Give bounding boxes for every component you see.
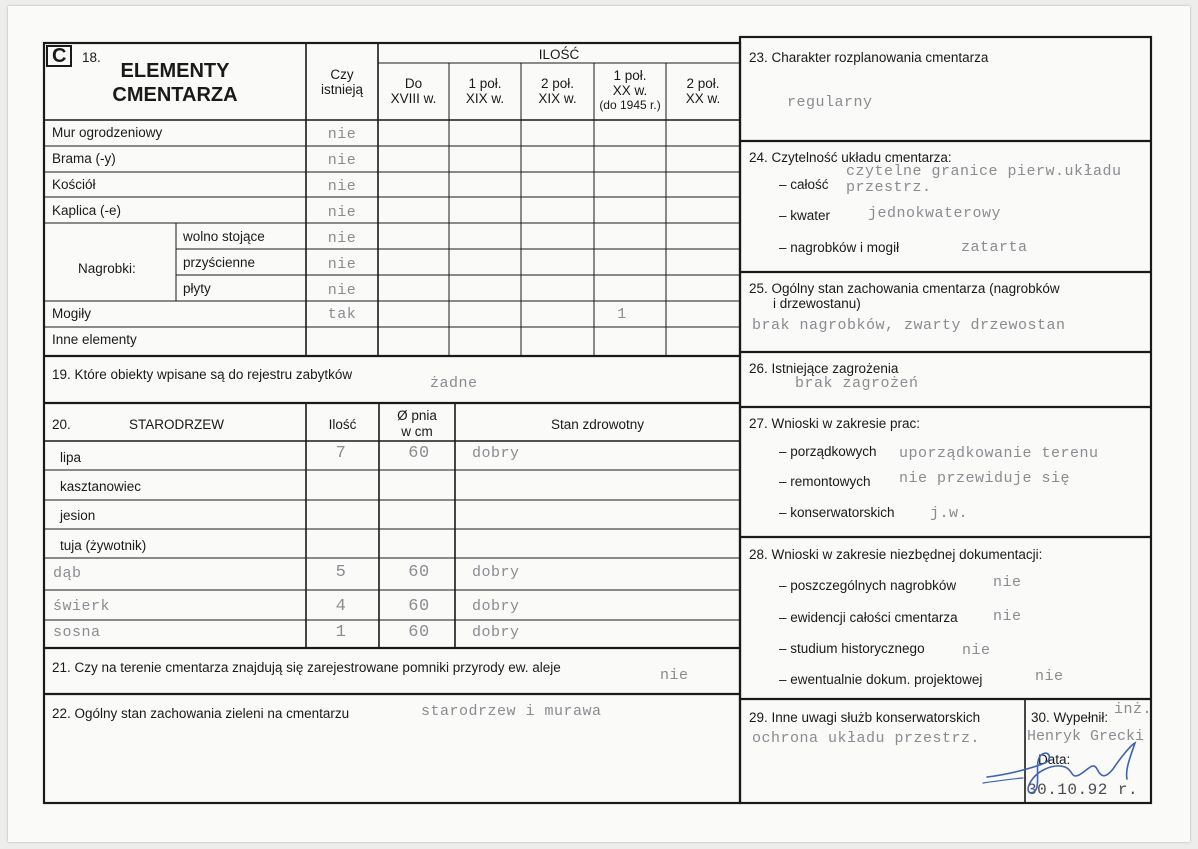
s27-item-label: – remontowych <box>779 474 871 489</box>
s27-item-value: uporządkowanie terenu <box>899 445 1099 462</box>
s26-label: 26. Istniejące zagrożenia <box>749 361 899 376</box>
tree-diam: 60 <box>408 623 430 642</box>
tree-name-typed: dąb <box>53 565 82 582</box>
exist-value: nie <box>327 152 357 169</box>
exist-value: nie <box>327 230 357 247</box>
s19-label: 19. Które obiekty wpisane są do rejestru zabytków <box>52 367 353 382</box>
tree-name: lipa <box>60 450 82 465</box>
s28-item-value: nie <box>962 642 991 659</box>
s28-item-value: nie <box>1035 668 1064 685</box>
col-1xix-2: XIX w. <box>465 91 505 106</box>
col-1xx-3: (do 1945 r.) <box>599 98 661 112</box>
exist-value: nie <box>327 178 357 195</box>
s28-item-label: – poszczególnych nagrobków <box>779 578 957 593</box>
exist-value: tak <box>327 306 357 323</box>
tree-diam: 60 <box>408 563 430 582</box>
col-2xx-2: XX w. <box>685 91 721 106</box>
tree-diam: 60 <box>408 597 430 616</box>
s24-nagrobkow-label: – nagrobków i mogił <box>779 240 900 255</box>
col-1xix-1: 1 poł. <box>468 76 502 91</box>
col-1xx-1: 1 poł. <box>613 68 647 83</box>
row-label: Brama (-y) <box>52 151 116 166</box>
exist-value: nie <box>327 126 357 143</box>
tree-state: dobry <box>472 624 520 641</box>
s20-title: STARODRZEW <box>129 417 224 432</box>
s18-number: 18. <box>82 50 101 65</box>
exist-value: nie <box>327 256 357 273</box>
s27-label: 27. Wnioski w zakresie prac: <box>749 416 921 431</box>
s28-item-label: – ewidencji całości cmentarza <box>779 610 958 625</box>
s26-value: brak zagrożeń <box>795 375 919 392</box>
tree-name-typed: świerk <box>53 598 111 615</box>
col-xviii-2: XVIII w. <box>390 91 437 106</box>
s20-col-ilosc: Ilość <box>328 417 357 432</box>
exist-value: nie <box>327 282 357 299</box>
s22-label: 22. Ogólny stan zachowania zieleni na cmentarzu <box>52 706 350 721</box>
s25-label-2: i drzewostanu) <box>773 296 861 311</box>
s30-date-label: Data: <box>1038 752 1071 767</box>
s22-value: starodrzew i murawa <box>421 703 602 720</box>
s24-kwater-label: – kwater <box>779 208 831 223</box>
s29-label: 29. Inne uwagi służb konserwatorskich <box>749 710 981 725</box>
s24-kwater-value: jednokwaterowy <box>868 205 1002 222</box>
s27-item-value: nie przewiduje się <box>899 470 1071 487</box>
s24-nagrobkow-value: zatarta <box>961 239 1028 256</box>
s23-value: regularny <box>787 94 873 111</box>
s21-value: nie <box>660 667 689 684</box>
col-2xix-2: XIX w. <box>538 91 577 106</box>
s30-label: 30. Wypełnił: <box>1031 710 1109 725</box>
exist-value: nie <box>327 204 357 221</box>
row-label: płyty <box>183 281 211 296</box>
ilosc-header: ILOŚĆ <box>538 47 580 62</box>
tree-name-typed: sosna <box>53 624 101 641</box>
s28-item-label: – ewentualnie dokum. projektowej <box>779 672 983 687</box>
row-label: przyścienne <box>183 255 256 270</box>
s28-item-label: – studium historycznego <box>779 641 925 656</box>
col-exist-1: Czy <box>330 67 354 82</box>
s24-calosc-value-1: czytelne granice pierw.układu <box>846 163 1122 180</box>
s30-name: Henryk Grecki <box>1027 728 1145 745</box>
s23-label: 23. Charakter rozplanowania cmentarza <box>749 50 989 65</box>
s20-col-diam-2: w cm <box>401 424 433 439</box>
s28-item-value: nie <box>993 574 1022 591</box>
row-label: Mogiły <box>52 306 92 321</box>
s27-item-label: – porządkowych <box>779 444 877 459</box>
s25-value: brak nagrobków, zwarty drzewostan <box>752 317 1066 334</box>
count-1945: 1 <box>617 306 627 323</box>
tree-state: dobry <box>472 598 520 615</box>
s24-label: 24. Czytelność układu cmentarza: <box>749 150 952 165</box>
col-xviii-1: Do <box>404 76 423 91</box>
s18-title-1: ELEMENTY <box>120 60 230 82</box>
col-exist-2: istnieją <box>320 82 364 97</box>
s20-col-diam-1: Ø pnia <box>397 408 437 423</box>
s27-item-value: j.w. <box>930 505 969 522</box>
tree-name: kasztanowiec <box>60 479 142 494</box>
row-label: Inne elementy <box>52 332 137 347</box>
s24-calosc-label: – całość <box>779 177 829 192</box>
s18-title-2: CMENTARZA <box>112 84 238 106</box>
tree-count: 1 <box>335 623 347 642</box>
tree-count: 7 <box>335 444 347 463</box>
tree-count: 5 <box>335 563 347 582</box>
s30-title: inż. <box>1114 701 1153 718</box>
s24-calosc-value-2: przestrz. <box>846 179 932 196</box>
s29-value: ochrona układu przestrz. <box>752 730 981 747</box>
tree-state: dobry <box>472 445 520 462</box>
row-label: wolno stojące <box>183 229 265 244</box>
s30-date: 30.10.92 r. <box>1027 781 1139 799</box>
tree-name: tuja (żywotnik) <box>60 538 147 553</box>
tree-diam: 60 <box>408 444 430 463</box>
s28-label: 28. Wnioski w zakresie niezbędnej dokumentacji: <box>749 547 1043 562</box>
tree-state: dobry <box>472 564 520 581</box>
col-2xx-1: 2 poł. <box>686 76 720 91</box>
section-letter: C <box>52 45 67 67</box>
nagrobki-label: Nagrobki: <box>78 261 136 276</box>
s28-item-value: nie <box>993 608 1022 625</box>
s20-number: 20. <box>52 417 71 432</box>
row-label: Mur ogrodzeniowy <box>52 125 163 140</box>
col-1xx-2: XX w. <box>612 83 648 98</box>
s27-item-label: – konserwatorskich <box>779 505 895 520</box>
s21-label: 21. Czy na terenie cmentarza znajdują się zarejestrowane pomniki przyrody ew. aleje <box>52 660 561 675</box>
signature-mark <box>975 735 1150 805</box>
row-label: Kościół <box>52 177 96 192</box>
col-2xix-1: 2 poł. <box>540 76 575 91</box>
s19-value: żadne <box>430 375 478 392</box>
s20-col-state: Stan zdrowotny <box>550 417 645 432</box>
row-label: Kaplica (-e) <box>52 203 122 218</box>
tree-name: jesion <box>60 508 96 523</box>
s25-label-1: 25. Ogólny stan zachowania cmentarza (nagrobków <box>749 281 1060 296</box>
tree-count: 4 <box>335 597 347 616</box>
